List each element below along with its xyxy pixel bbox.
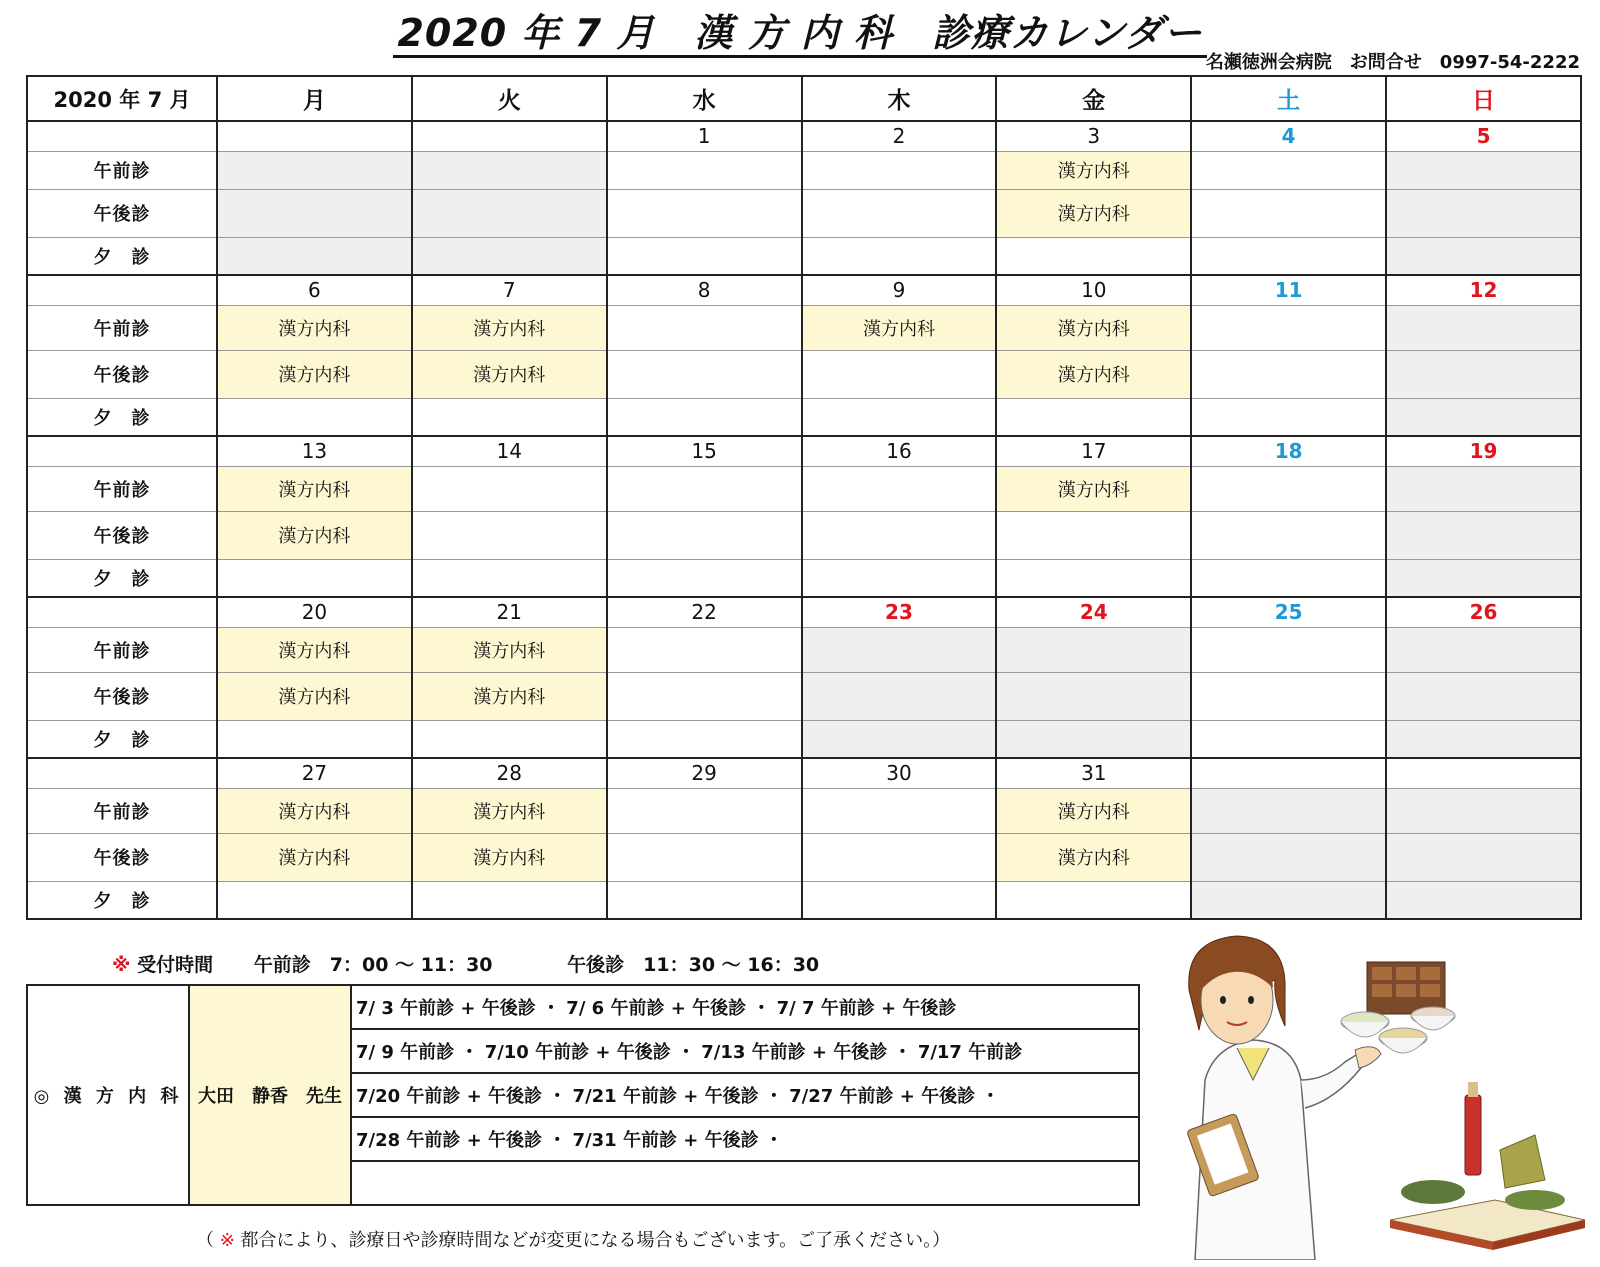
empty-cell — [607, 559, 802, 597]
empty-cell — [802, 151, 997, 189]
week-date-row — [27, 121, 1581, 151]
closed-cell — [1386, 881, 1581, 919]
empty-cell — [802, 881, 997, 919]
date-cell-mon: 20 — [217, 597, 412, 627]
empty-cell — [412, 559, 607, 597]
slot-label: 午前診 — [27, 466, 217, 511]
empty-cell — [412, 466, 607, 511]
date-cell-thu: 16 — [802, 436, 997, 466]
date-cell-sun: 19 — [1386, 436, 1581, 466]
week-am-slot-row — [27, 151, 1581, 189]
kampo-clinic-cell: 漢方内科 — [996, 189, 1191, 237]
empty-cell — [802, 833, 997, 881]
empty-cell — [802, 398, 997, 436]
slot-label: 午後診 — [27, 189, 217, 237]
kampo-clinic-cell: 漢方内科 — [996, 788, 1191, 833]
week-evening-slot-row — [27, 881, 1581, 919]
week-am-slot-row — [27, 466, 1581, 511]
closed-cell — [1386, 833, 1581, 881]
date-cell-tue: 7 — [412, 275, 607, 305]
date-cell-wed: 1 — [607, 121, 802, 151]
empty-cell — [607, 466, 802, 511]
empty-cell — [802, 466, 997, 511]
closed-cell — [412, 189, 607, 237]
slot-label: 夕 診 — [27, 398, 217, 436]
empty-cell — [1191, 305, 1386, 350]
schedule-line: 7/20 午前診 + 午後診 ・ 7/21 午前診 + 午後診 ・ 7/27 午前診 + 午後診 ・ — [351, 1073, 1139, 1117]
kampo-clinic-cell: 漢方内科 — [802, 305, 997, 350]
date-cell-fri: 3 — [996, 121, 1191, 151]
slot-label: 午後診 — [27, 511, 217, 559]
closed-cell — [1386, 398, 1581, 436]
week-pm-slot-row — [27, 511, 1581, 559]
slot-label: 夕 診 — [27, 559, 217, 597]
closed-cell — [996, 672, 1191, 720]
week-pm-slot-row — [27, 189, 1581, 237]
empty-cell — [607, 511, 802, 559]
empty-cell — [412, 398, 607, 436]
empty-cell — [1191, 151, 1386, 189]
kampo-clinic-cell: 漢方内科 — [996, 151, 1191, 189]
calendar-table — [26, 75, 1582, 920]
day-header-fri: 金 — [996, 76, 1191, 121]
week-date-row — [27, 436, 1581, 466]
slot-label: 午前診 — [27, 788, 217, 833]
kampo-clinic-cell: 漢方内科 — [996, 466, 1191, 511]
empty-cell — [1191, 237, 1386, 275]
calendar-month-label: 2020 年 7 月 — [27, 76, 217, 121]
day-header-sun: 日 — [1386, 76, 1581, 121]
date-cell-wed: 8 — [607, 275, 802, 305]
closed-cell — [802, 720, 997, 758]
empty-cell — [607, 833, 802, 881]
schedule-line: 7/ 3 午前診 + 午後診 ・ 7/ 6 午前診 + 午後診 ・ 7/ 7 午前診 + 午後診 — [351, 985, 1139, 1029]
doctor-figure-icon — [1187, 936, 1381, 1260]
calendar-header-row — [27, 76, 1581, 121]
closed-cell — [412, 237, 607, 275]
date-cell-sat: 18 — [1191, 436, 1386, 466]
closed-cell — [217, 189, 412, 237]
date-cell-mon: 13 — [217, 436, 412, 466]
date-cell-fri: 24 — [996, 597, 1191, 627]
week-date-label-blank — [27, 597, 217, 627]
kampo-clinic-cell: 漢方内科 — [217, 833, 412, 881]
day-header-tue: 火 — [412, 76, 607, 121]
week-date-label-blank — [27, 436, 217, 466]
empty-cell — [607, 237, 802, 275]
empty-cell — [996, 398, 1191, 436]
empty-cell — [802, 350, 997, 398]
empty-cell — [1191, 466, 1386, 511]
empty-cell — [607, 672, 802, 720]
date-cell-sun: 26 — [1386, 597, 1581, 627]
date-cell-sat: 11 — [1191, 275, 1386, 305]
closed-cell — [802, 627, 997, 672]
empty-cell — [217, 559, 412, 597]
day-header-wed: 水 — [607, 76, 802, 121]
closed-cell — [1386, 559, 1581, 597]
empty-cell — [607, 350, 802, 398]
empty-cell — [1191, 720, 1386, 758]
schedule-line: 7/28 午前診 + 午後診 ・ 7/31 午前診 + 午後診 ・ — [351, 1117, 1139, 1161]
empty-cell — [1191, 627, 1386, 672]
day-header-thu: 木 — [802, 76, 997, 121]
date-cell-fri: 10 — [996, 275, 1191, 305]
closed-cell — [1191, 833, 1386, 881]
schedule-line — [351, 1161, 1139, 1205]
closed-cell — [1191, 788, 1386, 833]
empty-cell — [1191, 350, 1386, 398]
date-cell-sat: 4 — [1191, 121, 1386, 151]
closed-cell — [802, 672, 997, 720]
kampo-clinic-cell: 漢方内科 — [412, 672, 607, 720]
empty-cell — [1191, 398, 1386, 436]
date-cell-mon: 6 — [217, 275, 412, 305]
week-date-label-blank — [27, 758, 217, 788]
kampo-clinic-cell: 漢方内科 — [217, 511, 412, 559]
schedule-line: 7/ 9 午前診 ・ 7/10 午前診 + 午後診 ・ 7/13 午前診 + 午後診 ・ 7/17 午前診 — [351, 1029, 1139, 1073]
reception-label: 受付時間 — [137, 954, 214, 976]
kampo-clinic-cell: 漢方内科 — [996, 305, 1191, 350]
date-cell-wed: 22 — [607, 597, 802, 627]
week-date-row — [27, 758, 1581, 788]
reception-pm: 午後診 11：30 ～ 16：30 — [567, 954, 820, 976]
empty-cell — [607, 189, 802, 237]
week-pm-slot-row — [27, 350, 1581, 398]
empty-cell — [412, 511, 607, 559]
empty-cell — [802, 511, 997, 559]
date-cell-thu: 30 — [802, 758, 997, 788]
kampo-clinic-cell: 漢方内科 — [217, 305, 412, 350]
week-date-label-blank — [27, 121, 217, 151]
empty-cell — [412, 881, 607, 919]
slot-label: 夕 診 — [27, 720, 217, 758]
date-cell-thu: 23 — [802, 597, 997, 627]
empty-cell — [1191, 189, 1386, 237]
herb-book-icon — [1390, 1082, 1585, 1250]
week-pm-slot-row — [27, 833, 1581, 881]
date-cell-fri: 17 — [996, 436, 1191, 466]
empty-cell — [802, 237, 997, 275]
closed-cell — [1386, 350, 1581, 398]
closed-cell — [1386, 672, 1581, 720]
week-evening-slot-row — [27, 720, 1581, 758]
empty-cell — [217, 720, 412, 758]
kampo-clinic-cell: 漢方内科 — [217, 350, 412, 398]
date-cell-sun: 12 — [1386, 275, 1581, 305]
reception-hours — [112, 950, 819, 977]
empty-cell — [996, 237, 1191, 275]
closed-cell — [217, 237, 412, 275]
kampo-clinic-cell: 漢方内科 — [996, 350, 1191, 398]
empty-cell — [802, 189, 997, 237]
week-pm-slot-row — [27, 672, 1581, 720]
week-am-slot-row — [27, 305, 1581, 350]
empty-cell — [996, 881, 1191, 919]
closed-cell — [1191, 881, 1386, 919]
doctor-illustration — [1175, 930, 1595, 1260]
doctor-schedule-table — [26, 984, 1140, 1206]
closed-cell — [412, 151, 607, 189]
empty-cell — [1191, 559, 1386, 597]
date-cell-mon — [217, 121, 412, 151]
kampo-clinic-cell: 漢方内科 — [412, 627, 607, 672]
closed-cell — [1386, 720, 1581, 758]
empty-cell — [996, 511, 1191, 559]
closed-cell — [996, 627, 1191, 672]
date-cell-thu: 2 — [802, 121, 997, 151]
day-header-mon: 月 — [217, 76, 412, 121]
date-cell-mon: 27 — [217, 758, 412, 788]
closed-cell — [217, 151, 412, 189]
closed-cell — [1386, 466, 1581, 511]
closed-cell — [1386, 627, 1581, 672]
medicine-cabinet-icon — [1367, 962, 1445, 1014]
kampo-clinic-cell: 漢方内科 — [412, 305, 607, 350]
hospital-contact: 名瀬徳洲会病院 お問合せ 0997-54-2222 — [1205, 52, 1580, 73]
empty-cell — [1191, 511, 1386, 559]
slot-label: 夕 診 — [27, 881, 217, 919]
empty-cell — [412, 720, 607, 758]
empty-cell — [996, 559, 1191, 597]
footer-note: （ ※ 都合により、診療日や診療時間などが変更になる場合もございます。ご了承ください。） — [196, 1230, 951, 1251]
schedule-doctor: 大田 静香 先生 — [189, 985, 351, 1205]
date-cell-thu: 9 — [802, 275, 997, 305]
week-am-slot-row — [27, 627, 1581, 672]
date-cell-wed: 29 — [607, 758, 802, 788]
slot-label: 午前診 — [27, 151, 217, 189]
slot-label: 午後診 — [27, 350, 217, 398]
week-evening-slot-row — [27, 559, 1581, 597]
kampo-clinic-cell: 漢方内科 — [217, 672, 412, 720]
day-header-sat: 土 — [1191, 76, 1386, 121]
closed-cell — [1386, 788, 1581, 833]
closed-cell — [1386, 511, 1581, 559]
empty-cell — [607, 720, 802, 758]
kampo-clinic-cell: 漢方内科 — [217, 466, 412, 511]
kampo-clinic-cell: 漢方内科 — [217, 788, 412, 833]
week-evening-slot-row — [27, 398, 1581, 436]
date-cell-tue: 28 — [412, 758, 607, 788]
closed-cell — [1386, 151, 1581, 189]
kampo-clinic-cell: 漢方内科 — [412, 833, 607, 881]
date-cell-tue: 21 — [412, 597, 607, 627]
kampo-clinic-cell: 漢方内科 — [217, 627, 412, 672]
closed-cell — [1386, 237, 1581, 275]
empty-cell — [607, 305, 802, 350]
empty-cell — [607, 398, 802, 436]
reception-mark: ※ — [112, 954, 131, 976]
note-text: 都合により、診療日や診療時間などが変更になる場合もございます。ご了承ください。） — [234, 1230, 951, 1251]
empty-cell — [607, 627, 802, 672]
slot-label: 夕 診 — [27, 237, 217, 275]
slot-label: 午後診 — [27, 833, 217, 881]
empty-cell — [802, 559, 997, 597]
closed-cell — [996, 720, 1191, 758]
empty-cell — [802, 788, 997, 833]
empty-cell — [607, 788, 802, 833]
week-date-row — [27, 275, 1581, 305]
slot-label: 午前診 — [27, 627, 217, 672]
date-cell-sat: 25 — [1191, 597, 1386, 627]
week-date-row — [27, 597, 1581, 627]
closed-cell — [1386, 189, 1581, 237]
kampo-clinic-cell: 漢方内科 — [412, 788, 607, 833]
closed-cell — [1386, 305, 1581, 350]
schedule-department: ◎ 漢 方 内 科 — [27, 985, 189, 1205]
empty-cell — [217, 398, 412, 436]
date-cell-sun — [1386, 758, 1581, 788]
empty-cell — [1191, 672, 1386, 720]
week-evening-slot-row — [27, 237, 1581, 275]
date-cell-sun: 5 — [1386, 121, 1581, 151]
kampo-clinic-cell: 漢方内科 — [996, 833, 1191, 881]
date-cell-fri: 31 — [996, 758, 1191, 788]
empty-cell — [217, 881, 412, 919]
date-cell-sat — [1191, 758, 1386, 788]
date-cell-tue — [412, 121, 607, 151]
date-cell-tue: 14 — [412, 436, 607, 466]
week-am-slot-row — [27, 788, 1581, 833]
kampo-clinic-cell: 漢方内科 — [412, 350, 607, 398]
page-title: 2020 年 7 月 漢 方 内 科 診療カレンダー — [0, 2, 1600, 57]
slot-label: 午前診 — [27, 305, 217, 350]
week-date-label-blank — [27, 275, 217, 305]
reception-am: 午前診 7：00 ～ 11：30 — [253, 954, 493, 976]
date-cell-wed: 15 — [607, 436, 802, 466]
slot-label: 午後診 — [27, 672, 217, 720]
empty-cell — [607, 881, 802, 919]
note-mark: ※ — [219, 1230, 235, 1251]
empty-cell — [607, 151, 802, 189]
